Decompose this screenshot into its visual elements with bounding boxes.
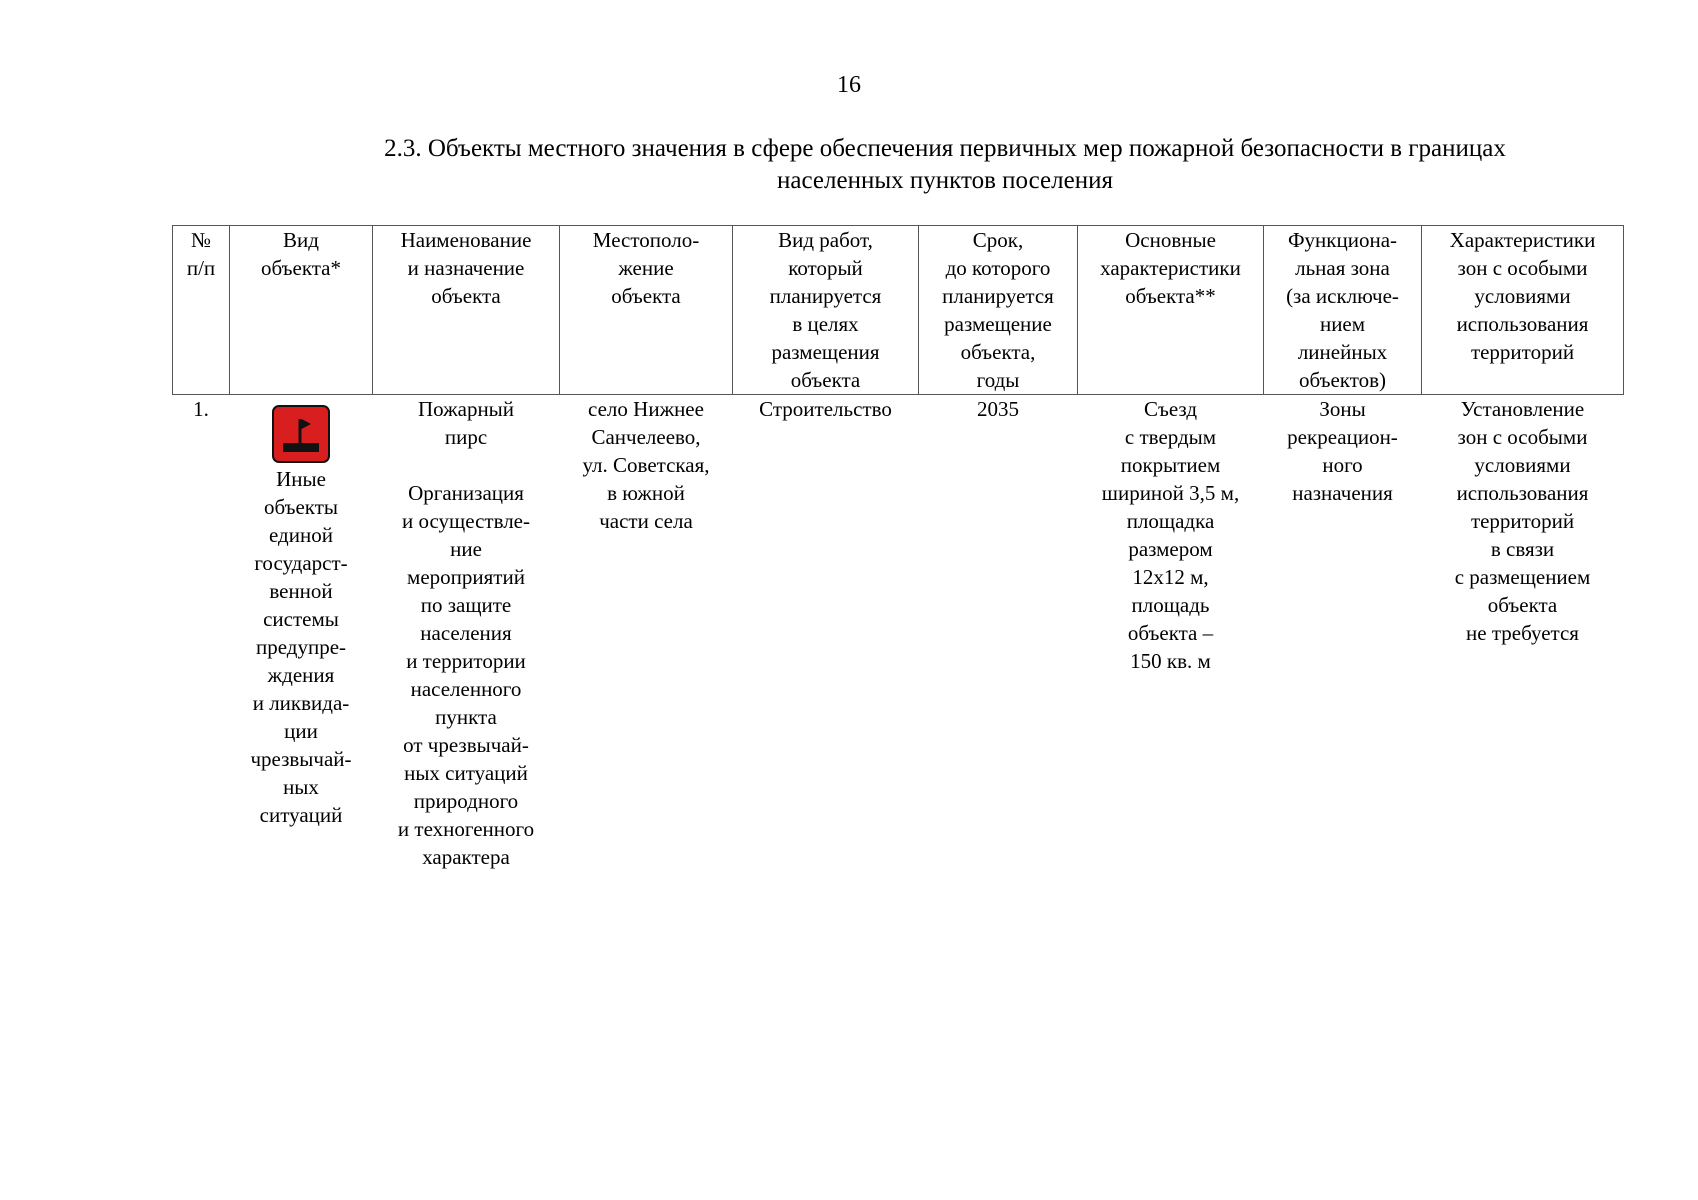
section-title (300, 133, 1590, 197)
header-number: № п/п (173, 226, 230, 395)
header-characteristics: Основные характеристики объекта** (1078, 226, 1264, 395)
header-object-name: Наименование и назначение объекта (373, 226, 560, 395)
header-functional-zone: Функциона- льная зона (за исключе- нием линейных объектов) (1264, 226, 1422, 395)
table-row (173, 395, 1624, 872)
cell-special-zones: Установление зон с особыми условиями использования территорий в связи с размещением объекта не требуется (1454, 397, 1591, 645)
header-work-type: Вид работ, который планируется в целях размещения объекта (733, 226, 919, 395)
cell-location: село Нижнее Санчелеево, ул. Советская, в южной части села (582, 397, 710, 533)
cell-characteristics: Съезд с твердым покрытием шириной 3,5 м, площадка размером 12х12 м, площадь объекта – 150 кв. м (1101, 397, 1240, 673)
page-number: 16 (837, 72, 861, 98)
header-object-type: Вид объекта* (230, 226, 373, 395)
cell-object-type: Иные объекты единой государст- венной системы предупре- ждения и ликвида- ции чрезвычай- ных ситуаций (230, 395, 373, 872)
cell-object-name: Пожарный пирс Организация и осуществле- ние мероприятий по защите населения и территории населенного пункта от чрезвычай- ных ситуаций природного и техногенного характера (397, 397, 535, 869)
section-title-line-2: населенных пунктов поселения (777, 167, 1113, 194)
header-location: Местополо- жение объекта (560, 226, 733, 395)
cell-deadline: 2035 (977, 397, 1019, 421)
section-title-line-1: 2.3. Объекты местного значения в сфере обеспечения первичных мер пожарной безопасности в границах (384, 135, 1506, 162)
cell-functional-zone: Зоны рекреацион- ного назначения (1287, 397, 1398, 505)
header-special-zones: Характеристики зон с особыми условиями использования территорий (1422, 226, 1624, 395)
cell-work-type: Строительство (759, 397, 892, 421)
cell-number: 1. (193, 397, 209, 421)
objects-table (172, 225, 1624, 871)
fire-pier-flag-icon (272, 405, 330, 463)
table-header-row (173, 226, 1624, 395)
header-deadline: Срок, до которого планируется размещение объекта, годы (919, 226, 1078, 395)
